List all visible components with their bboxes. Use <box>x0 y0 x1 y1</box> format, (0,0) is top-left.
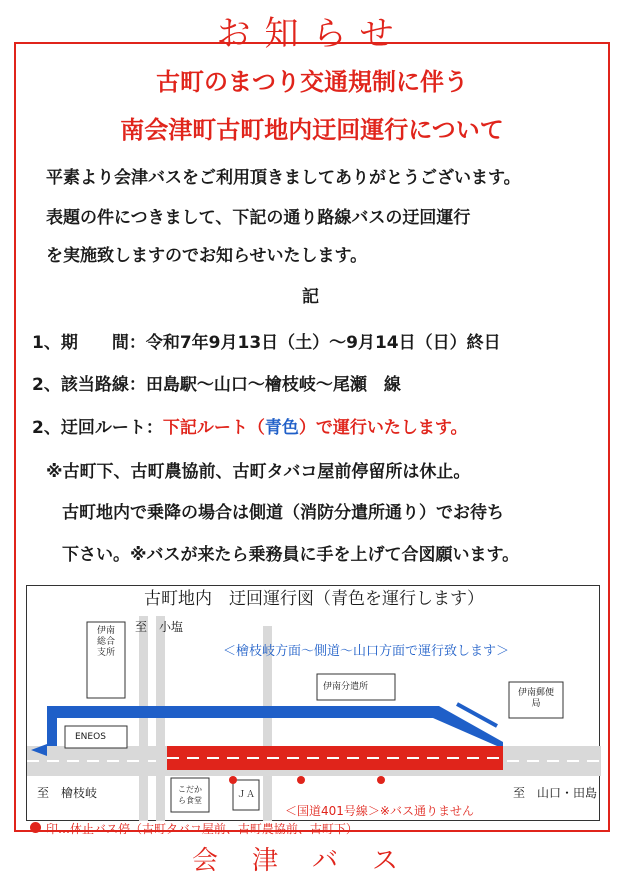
label-ina-fire: 伊南分遣所 <box>323 682 369 692</box>
ki-heading: 記 <box>302 287 319 307</box>
notice-title: お知らせ <box>216 14 408 54</box>
legend-text: 印…休止バス停（古町タバコ屋前、古町農協前、古町下） <box>46 822 358 836</box>
detour-note: ＜檜枝岐方面～側道～山口方面で運行致します＞ <box>223 644 510 659</box>
label-to-yamaguchi: 至 山口・田島 <box>513 786 598 800</box>
route401-note: ＜国道401号線＞※バス通りません <box>285 804 474 818</box>
item-detour <box>32 413 467 438</box>
closed-stop-1 <box>229 776 237 784</box>
closed-stop-2 <box>297 776 305 784</box>
item-period: 1、期 間：令和7年9月13日（土）～9月14日（日）終日 <box>32 333 501 353</box>
intro-line-1: 平素より会津バスをご利用頂きましてありがとうございます。 <box>46 168 521 188</box>
label-ja: ＪＡ <box>237 790 256 800</box>
note-line-1: ※古町下、古町農協前、古町タバコ屋前停留所は休止。 <box>46 462 471 482</box>
label-to-koshio: 至 小塩 <box>135 620 184 634</box>
detour-text-a: 下記ルート（ <box>162 418 265 438</box>
detour-text-c: ）で運行いたします。 <box>298 418 468 438</box>
detour-text-blue: 青色 <box>264 418 299 438</box>
footer-company: 会津バス <box>191 846 432 876</box>
map-title: 古町地内 迂回運行図（青色を運行します） <box>144 589 484 609</box>
note-line-2: 古町地内で乗降の場合は側道（消防分遣所通り）でお待ち <box>62 503 504 523</box>
detour-map <box>26 585 600 821</box>
note-line-3: 下さい。※バスが来たら乗務員に手を上げて合図願います。 <box>62 545 520 565</box>
side-street-koshio-2 <box>156 616 165 821</box>
label-kodakara: こだから食堂 <box>178 785 202 805</box>
closed-stop-legend-icon <box>30 822 41 833</box>
closed-stop-3 <box>377 776 385 784</box>
side-street-koshio <box>139 616 148 821</box>
headline-line-1: 古町のまつり交通規制に伴う <box>156 68 468 96</box>
intro-line-2: 表題の件につきまして、下記の通り路線バスの迂回運行 <box>46 208 471 228</box>
label-ina-post: 伊南郵便局 <box>517 688 554 709</box>
item-route: 2、該当路線：田島駅～山口～檜枝岐～尾瀬 線 <box>32 375 401 395</box>
detour-label: 2、迂回ルート： <box>32 418 163 438</box>
label-eneos: ENEOS <box>75 732 106 742</box>
label-to-hinoemata: 至 檜枝岐 <box>37 786 98 800</box>
headline-line-2: 南会津町古町地内迂回運行について <box>120 116 504 144</box>
intro-line-3: を実施致しますのでお知らせいたします。 <box>46 246 368 266</box>
label-ina-branch: 伊南総合支所 <box>96 626 115 658</box>
